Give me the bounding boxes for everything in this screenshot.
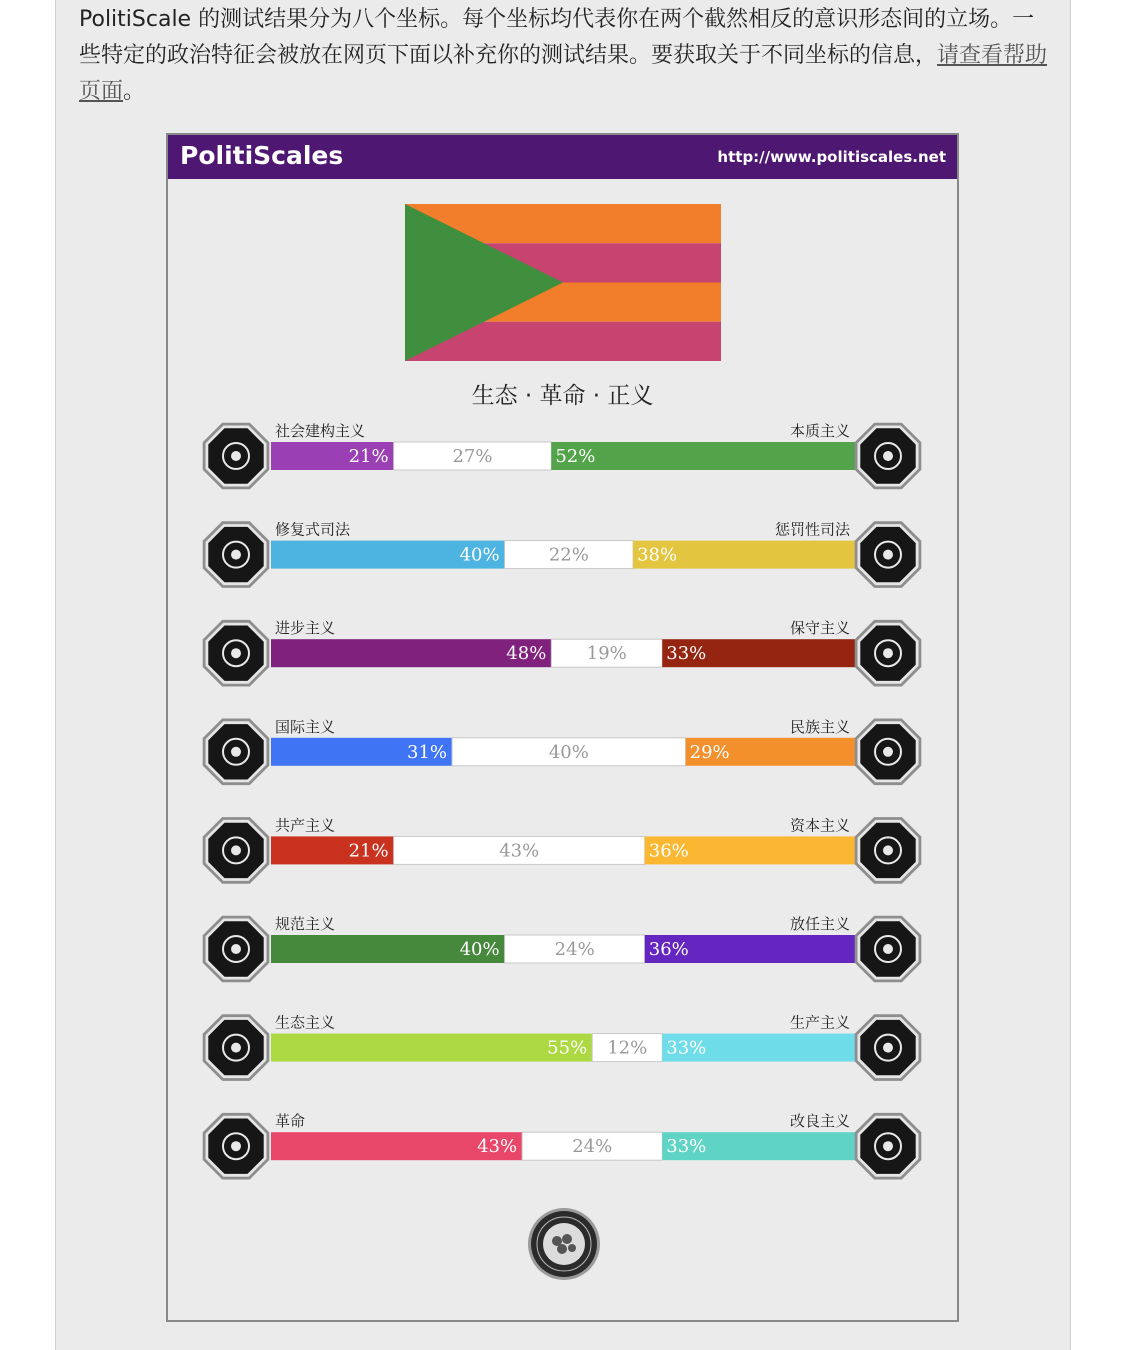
intro-paragraph [79, 2, 1054, 110]
sprout-icon [203, 1014, 270, 1081]
axis-label-left: 共产主义 [275, 816, 336, 835]
tent-icon [855, 1113, 922, 1180]
value-label-neutral: 24% [572, 1136, 613, 1158]
value-label-left: 31% [407, 741, 448, 763]
globe-icon [203, 719, 270, 786]
flag-icon [855, 719, 922, 786]
axis-row [271, 1112, 855, 1160]
value-label-left: 55% [547, 1037, 588, 1059]
bar-right [551, 442, 855, 470]
result-card [166, 133, 959, 1322]
axis-row [271, 915, 855, 963]
value-label-neutral: 19% [586, 643, 627, 665]
axes-chart [168, 135, 957, 1320]
hammer-sickle-icon [203, 817, 270, 884]
value-label-right: 36% [648, 939, 689, 960]
value-label-left: 21% [348, 840, 389, 862]
value-label-neutral: 43% [499, 840, 540, 862]
value-label-right: 33% [666, 1136, 707, 1158]
brand-title: PolitiScales [180, 141, 344, 170]
axis-label-right: 民族主义 [789, 717, 850, 736]
rocket-icon [203, 620, 270, 687]
flag-slogan: 生态 · 革命 · 正义 [471, 383, 654, 409]
value-label-right: 52% [555, 446, 596, 467]
value-label-neutral: 27% [452, 446, 493, 467]
help-page-link[interactable]: 请查看帮助页面 [79, 43, 1048, 104]
axis-label-right: 资本主义 [789, 816, 850, 835]
value-label-right: 29% [689, 741, 730, 763]
intro-end: 。 [123, 79, 146, 104]
flower-icon [855, 423, 922, 490]
value-label-left: 40% [459, 544, 500, 566]
axis-label-left: 社会建构主义 [275, 422, 366, 440]
value-label-right: 38% [637, 544, 678, 566]
axis-label-right: 放任主义 [789, 915, 850, 933]
site-url: http://www.politiscales.net [717, 148, 946, 166]
money-bag-icon [855, 817, 922, 884]
handshake-icon [203, 521, 270, 588]
value-label-left: 21% [348, 446, 389, 467]
axis-label-right: 改良主义 [789, 1112, 850, 1131]
prison-bars-icon [855, 521, 922, 588]
axis-row [271, 1014, 855, 1062]
value-label-right: 33% [666, 643, 707, 665]
value-label-right: 36% [648, 840, 689, 862]
axis-row [271, 619, 855, 667]
axis-label-left: 进步主义 [275, 619, 336, 638]
value-label-left: 43% [477, 1136, 518, 1158]
eye-icon [203, 423, 270, 490]
butterfly-icon [855, 916, 922, 983]
fist-icon [203, 1113, 270, 1180]
axis-label-right: 本质主义 [789, 422, 850, 440]
intro-text: PolitiScale 的测试结果分为八个坐标。每个坐标均代表你在两个截然相反的意识形态间的立场。一些特定的政治特征会被放在网页下面以补充你的测试结果。要获取关于不同坐标的信息， [79, 7, 1035, 68]
value-label-neutral: 22% [548, 544, 589, 566]
gear-icon [855, 1014, 922, 1081]
axis-label-left: 修复式司法 [275, 520, 351, 539]
value-label-right: 33% [666, 1037, 707, 1059]
value-label-left: 40% [459, 939, 500, 960]
axis-label-left: 生态主义 [275, 1013, 336, 1032]
axis-label-right: 惩罚性司法 [774, 520, 850, 539]
bar-left [271, 1034, 592, 1062]
axis-row [271, 422, 855, 470]
axis-row [271, 718, 855, 766]
politiscales-seal-icon [527, 1207, 601, 1281]
quill-icon [855, 620, 922, 687]
value-label-left: 48% [506, 643, 547, 665]
axis-row [271, 521, 855, 569]
axis-label-right: 生产主义 [789, 1013, 850, 1032]
ruler-icon [203, 916, 270, 983]
axis-label-left: 规范主义 [275, 915, 336, 933]
axis-row [271, 816, 855, 864]
axis-label-left: 革命 [275, 1112, 306, 1131]
axis-label-right: 保守主义 [789, 619, 850, 638]
value-label-neutral: 12% [607, 1037, 648, 1059]
value-label-neutral: 24% [554, 939, 595, 960]
value-label-neutral: 40% [548, 741, 589, 763]
axis-label-left: 国际主义 [275, 717, 336, 736]
